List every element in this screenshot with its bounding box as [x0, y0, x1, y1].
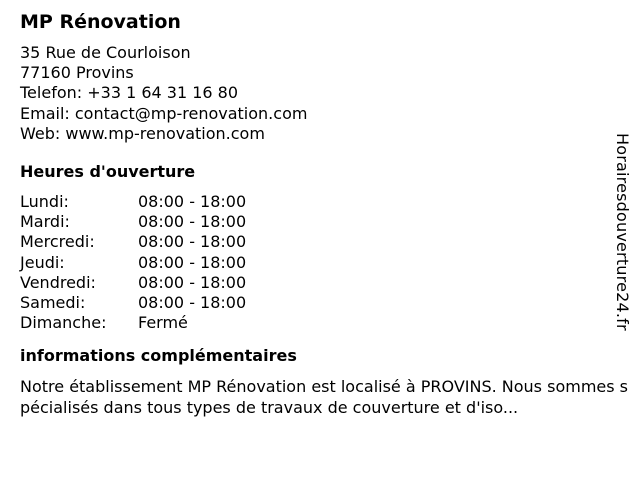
hours-time: Fermé [138, 313, 188, 333]
hours-day: Lundi: [20, 191, 69, 211]
hours-row-friday [20, 273, 610, 293]
business-name: MP Rénovation [20, 11, 181, 33]
hours-time: 08:00 - 18:00 [138, 232, 247, 252]
info-heading: informations complémentaires [20, 346, 297, 366]
hours-row-monday [20, 192, 610, 212]
site-brand-label: Horairesdouverture24.fr [613, 133, 632, 331]
hours-row-thursday [20, 253, 610, 273]
contact-block [20, 43, 610, 144]
hours-table [20, 192, 610, 333]
hours-time: 08:00 - 18:00 [138, 212, 247, 232]
hours-row-wednesday [20, 232, 610, 252]
web-line[interactable]: Web: www.mp-renovation.com [20, 123, 265, 143]
hours-heading: Heures d'ouverture [20, 161, 196, 181]
email-line[interactable]: Email: contact@mp-renovation.com [20, 103, 308, 123]
hours-day: Mardi: [20, 212, 70, 232]
hours-day: Mercredi: [20, 232, 95, 252]
hours-row-tuesday [20, 212, 610, 232]
hours-time: 08:00 - 18:00 [138, 252, 247, 272]
hours-time: 08:00 - 18:00 [138, 191, 247, 211]
hours-row-saturday [20, 293, 610, 313]
hours-time: 08:00 - 18:00 [138, 292, 247, 312]
hours-day: Samedi: [20, 292, 86, 312]
hours-day: Jeudi: [20, 252, 65, 272]
address-city: 77160 Provins [20, 63, 134, 83]
hours-time: 08:00 - 18:00 [138, 272, 247, 292]
address-street: 35 Rue de Courloison [20, 43, 191, 62]
hours-row-sunday [20, 313, 610, 333]
hours-day: Vendredi: [20, 272, 96, 292]
hours-day: Dimanche: [20, 313, 107, 333]
phone-line[interactable]: Telefon: +33 1 64 31 16 80 [20, 83, 239, 103]
info-description: Notre établissement MP Rénovation est localisé à PROVINS. Nous sommes spécialisés dans tous types de travaux de couverture et d'iso... [20, 377, 628, 417]
